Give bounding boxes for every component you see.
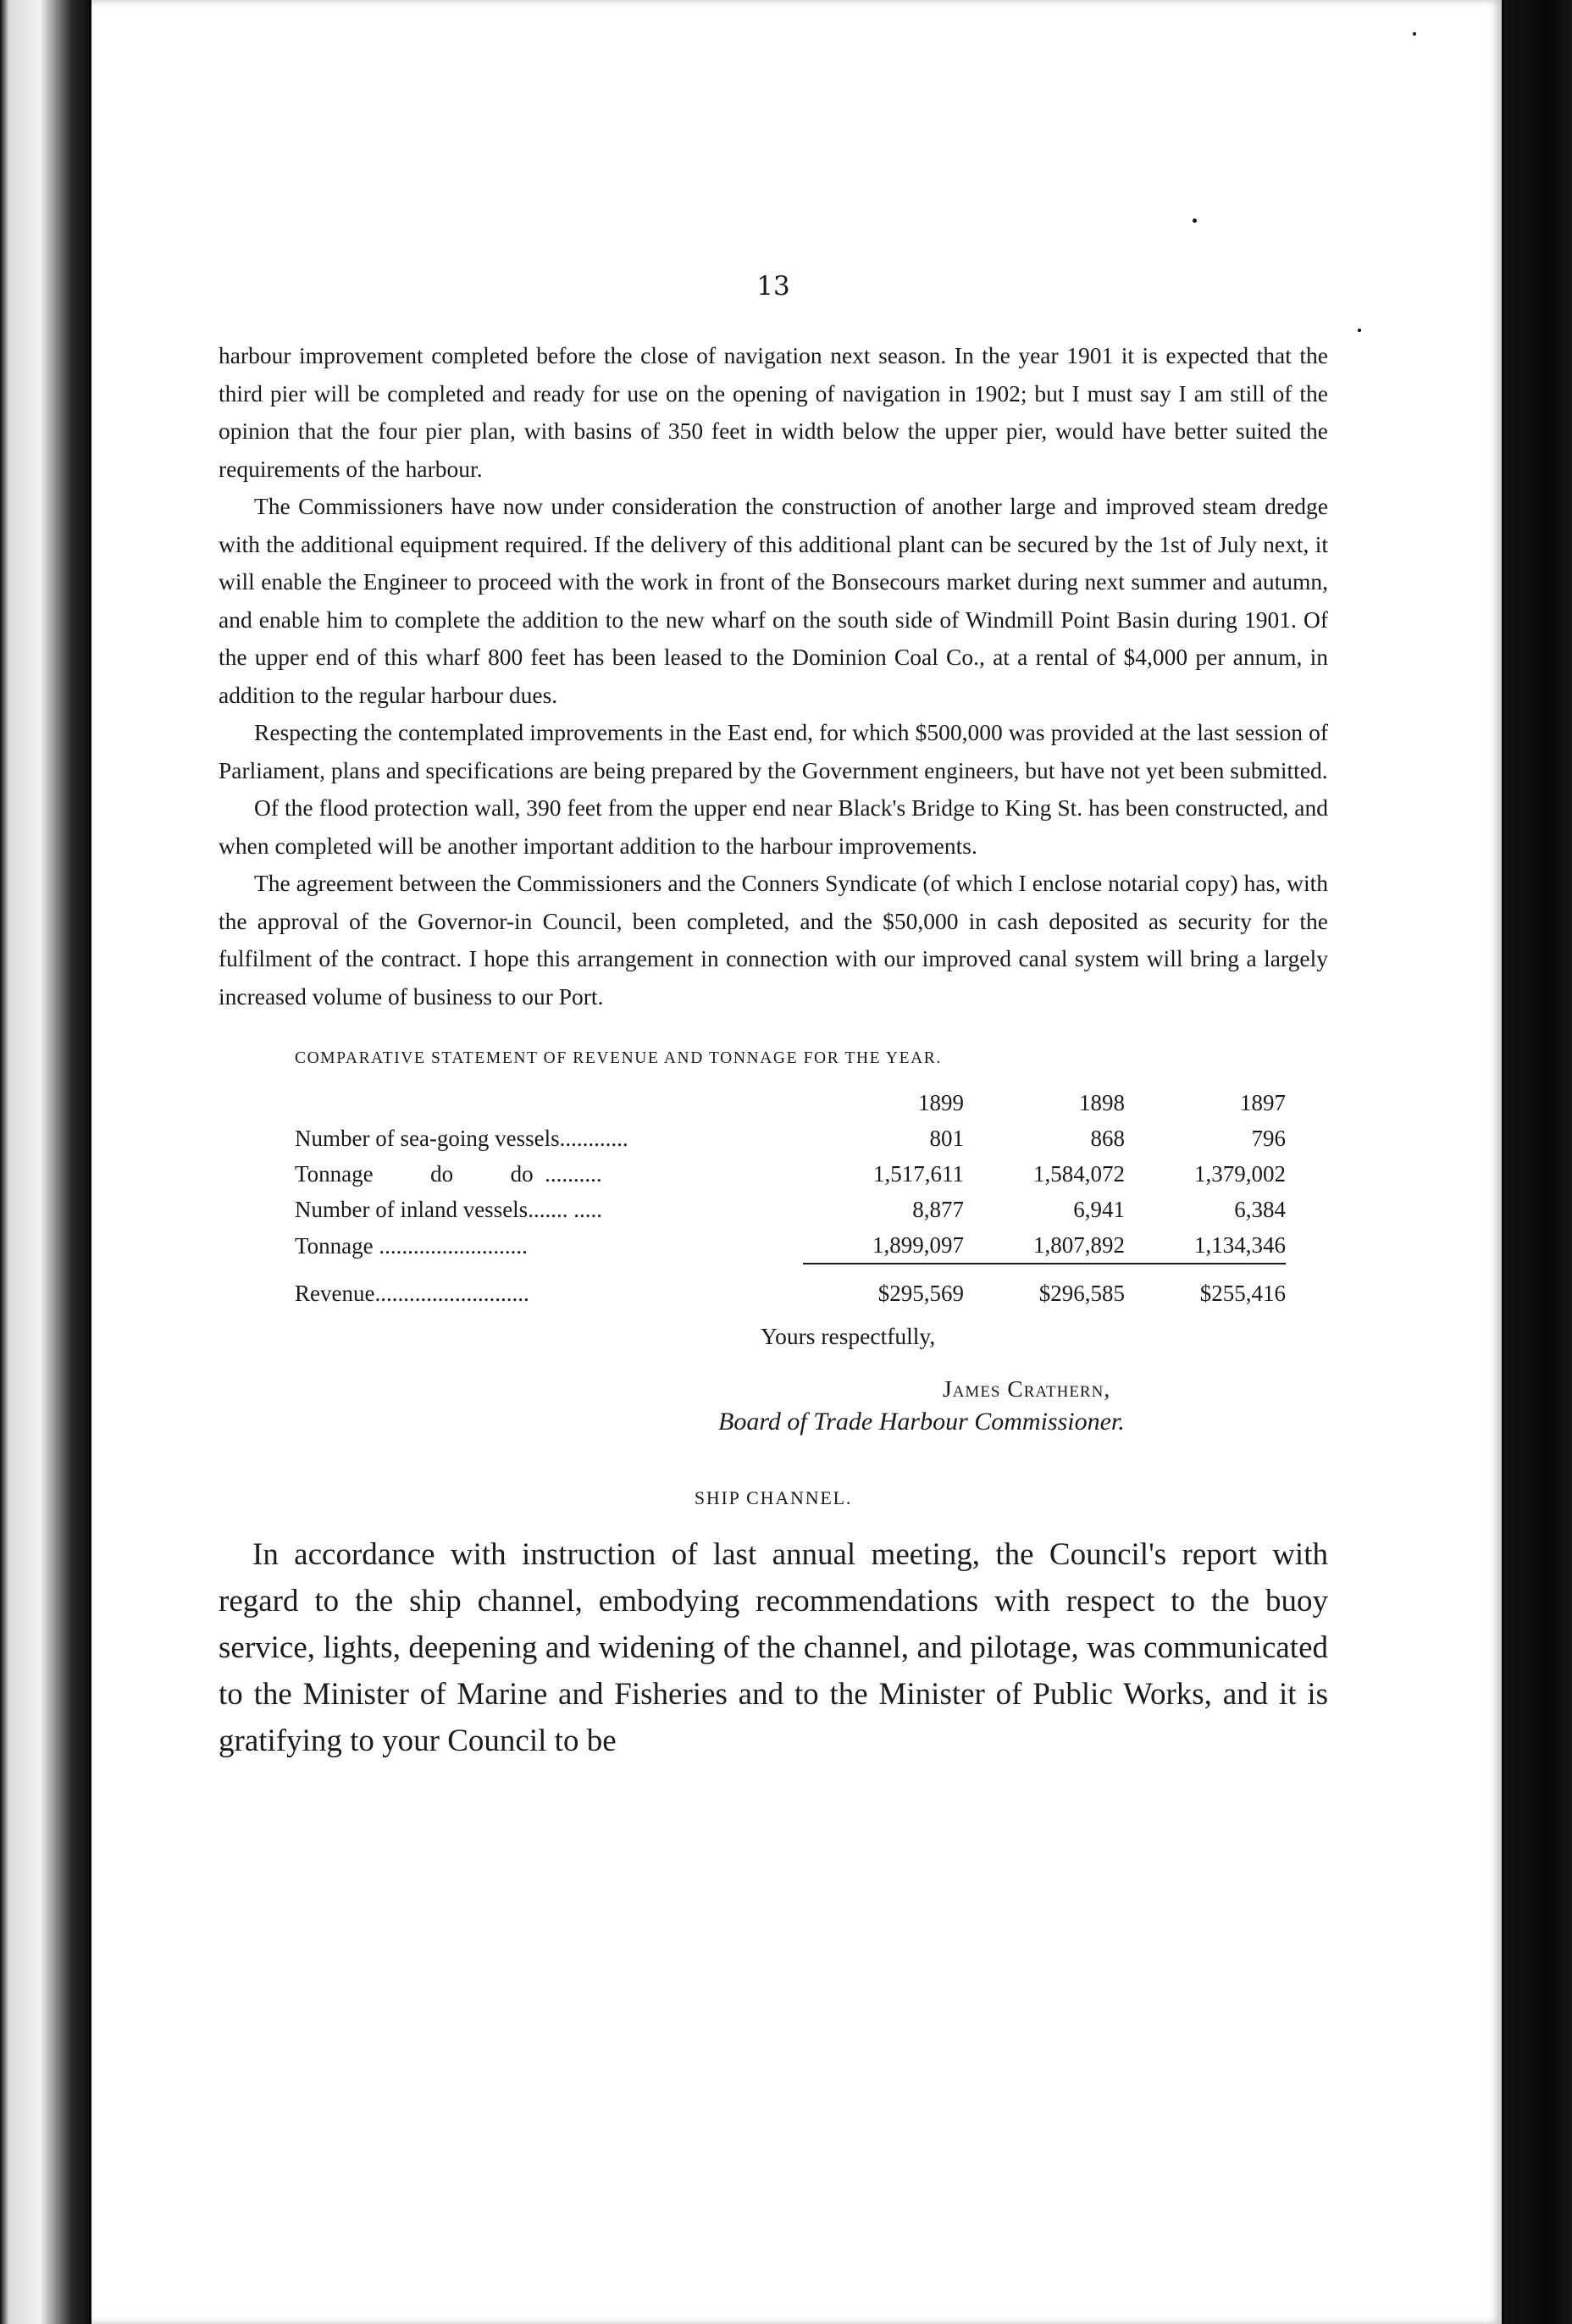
table-cell: 801 [929,1126,964,1151]
table-cell: 6,384 [1234,1197,1286,1222]
table-cell: 868 [1090,1126,1125,1151]
paragraph-steam-dredge: The Commissioners have now under consideration the construction of another large and improved steam dredge with the additional equipment required. If the delivery of this additional plant can be secured by the 1st of July next, it will enable the Engineer to proceed with the work in front of the Bonsecours market during next summer and autumn, and enable him to complete the addition to the new wharf on the south side of Windmill Point Basin during 1901. Of the upper end of this wharf 800 feet has been leased to the Dominion Coal Co., at a rental of $4,000 per annum, in addition to the regular harbour dues. [219,493,1328,708]
table-cell: $295,569 [803,1264,964,1311]
table-row [295,1227,1286,1264]
revenue-tonnage-table [295,1085,1286,1311]
paragraph-flood-wall: Of the flood protection wall, 390 feet from the upper end near Black's Bridge to King St. has been constructed, and when completed will be another important addition to the harbour improvements. [219,794,1328,859]
signer-title: Board of Trade Harbour Commissioner. [718,1408,1125,1436]
paragraph-harbour-improvement: harbour improvement completed before the close of navigation next season. In the year 1901 it is expected that the third pier will be completed and ready for use on the opening of navigation in 1902; but I must say I am still of the opinion that the four pier plan, with basins of 350 feet in width below the upper pier, would have better suited the requirements of the harbour. [219,342,1328,482]
table-cell: 796 [1251,1126,1286,1151]
table-row [295,1120,1286,1156]
paragraph-east-end: Respecting the contemplated improvements in the East end, for which $500,000 was provided at the last session of Parliament, plans and specifications are being prepared by the Government engineers, but have not yet been submitted. [219,719,1328,783]
table-cell: 1,584,072 [1033,1161,1125,1187]
year-header: 1898 [1079,1090,1125,1115]
year-header: 1897 [1240,1090,1286,1115]
table-cell: $255,416 [1125,1264,1286,1311]
row-label: Tonnage do do .......... [295,1161,602,1187]
table-row [295,1192,1286,1227]
table-cell: 1,379,002 [1194,1161,1286,1187]
row-label: Number of inland vessels....... ..... [295,1197,602,1222]
year-header: 1899 [918,1090,964,1115]
row-label: Tonnage .......................... [295,1232,528,1259]
book-gutter-edge [0,0,89,2324]
row-label: Number of sea-going vessels............ [295,1126,628,1151]
paragraph-conners-syndicate: The agreement between the Commissioners and the Conners Syndicate (of which I enclose notarial copy) has, with the approval of the Governor-in Council, been completed, and the $50,000 in cash deposited as security for the fulfilment of the contract. I hope this arrangement in connection with our improved canal system will bring a largely increased volume of business to our Port. [219,870,1328,1010]
table-cell: 1,517,611 [873,1161,964,1187]
table-header-row [295,1085,1286,1120]
row-label: Revenue........................... [295,1280,529,1306]
table-cell: 1,134,346 [1194,1232,1286,1258]
table-cell: 8,877 [912,1197,964,1222]
section-heading: SHIP CHANNEL. [694,1487,853,1508]
page-content [219,271,1328,1764]
paragraph-ship-channel: In accordance with instruction of last annual meeting, the Council's report with regard to the ship channel, embodying recommendations with respect to the buoy service, lights, deepening and widening of the channel, and pilotage, was communicated to the Minister of Marine and Fisheries and to the Minister of Public Works, and it is gratifying to your Council to be [219,1537,1328,1758]
signature-name: James Crathern, [943,1375,1111,1402]
book-right-edge [1504,0,1572,2324]
revenue-row [295,1264,1286,1311]
table-cell: 1,807,892 [1033,1232,1125,1258]
table-row [295,1156,1286,1192]
table-cell: $296,585 [964,1264,1125,1311]
scanned-page [91,0,1502,2324]
table-cell: 1,899,097 [872,1232,964,1258]
page-number: 13 [756,271,790,302]
table-cell: 6,941 [1073,1197,1125,1222]
closing-salutation: Yours respectfully, [761,1323,936,1349]
table-title: COMPARATIVE STATEMENT OF REVENUE AND TONNAGE FOR THE YEAR. [295,1049,942,1067]
